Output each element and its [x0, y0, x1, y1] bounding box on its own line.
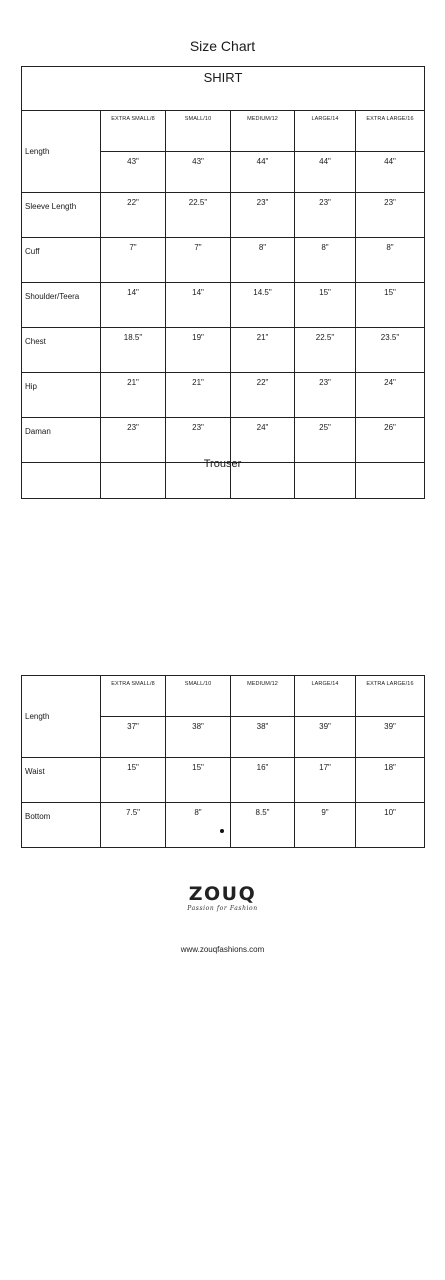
table-cell: 21" — [166, 373, 231, 418]
table-cell: 23" — [166, 418, 231, 463]
table-cell: 43" — [101, 152, 166, 193]
table-cell: 10" — [356, 803, 425, 848]
trouser-title: Trouser — [203, 458, 242, 470]
table-cell: 15" — [356, 283, 425, 328]
row-label: Length — [22, 676, 101, 758]
table-cell: 8" — [231, 238, 295, 283]
table-cell: 8.5" — [231, 803, 295, 848]
table-cell: 15" — [101, 758, 166, 803]
table-cell: 14" — [101, 283, 166, 328]
table-cell: 24" — [356, 373, 425, 418]
table-cell: 22" — [231, 373, 295, 418]
row-label: Sleeve Length — [22, 193, 101, 238]
table-cell: 39" — [295, 717, 356, 758]
size-header: MEDIUM/12 — [231, 676, 295, 717]
table-cell: 22" — [101, 193, 166, 238]
size-header: EXTRA SMALL/8 — [101, 676, 166, 717]
table-cell: 25" — [295, 418, 356, 463]
table-cell: 14" — [166, 283, 231, 328]
table-cell: 17" — [295, 758, 356, 803]
table-cell: 21" — [231, 328, 295, 373]
table-cell: 44" — [231, 152, 295, 193]
table-cell: 7.5" — [101, 803, 166, 848]
table-cell: 43" — [166, 152, 231, 193]
table-cell: 22.5" — [295, 328, 356, 373]
website-link[interactable]: www.zouqfashions.com — [180, 945, 265, 954]
size-header: MEDIUM/12 — [231, 111, 295, 152]
table-cell: 16" — [231, 758, 295, 803]
page-title: Size Chart — [189, 38, 256, 54]
table-cell: 21" — [101, 373, 166, 418]
table-row — [22, 328, 425, 373]
table-cell: 15" — [166, 758, 231, 803]
brand-name: ZOUQ — [188, 883, 257, 905]
table-cell: 23" — [356, 193, 425, 238]
size-header: EXTRA LARGE/16 — [356, 676, 425, 717]
table-row — [22, 373, 425, 418]
table-cell: 23.5" — [356, 328, 425, 373]
table-cell: 15" — [295, 283, 356, 328]
table-row — [22, 238, 425, 283]
brand-tagline: Passion for Fashion — [187, 905, 258, 912]
table-cell: 7" — [101, 238, 166, 283]
table-row — [22, 283, 425, 328]
table-cell: 37" — [101, 717, 166, 758]
table-cell: 23" — [295, 193, 356, 238]
table-cell: 8" — [356, 238, 425, 283]
shirt-caption: SHIRT — [22, 67, 425, 111]
size-header: SMALL/10 — [166, 111, 231, 152]
size-header: LARGE/14 — [295, 111, 356, 152]
brand-logo — [0, 884, 445, 912]
row-label: Waist — [22, 758, 101, 803]
trouser-size-table — [21, 675, 425, 848]
size-header: EXTRA SMALL/8 — [101, 111, 166, 152]
table-cell: 18" — [356, 758, 425, 803]
table-cell: 23" — [231, 193, 295, 238]
table-cell: 24" — [231, 418, 295, 463]
table-row — [22, 758, 425, 803]
bullet-dot — [220, 829, 224, 833]
row-label: Shoulder/Teera — [22, 283, 101, 328]
table-cell: 38" — [166, 717, 231, 758]
table-cell: 19" — [166, 328, 231, 373]
row-label: Hip — [22, 373, 101, 418]
table-cell: 14.5" — [231, 283, 295, 328]
table-row — [22, 193, 425, 238]
table-cell: 23" — [101, 418, 166, 463]
size-header: SMALL/10 — [166, 676, 231, 717]
row-label: Daman — [22, 418, 101, 463]
table-cell: 23" — [295, 373, 356, 418]
row-label: Chest — [22, 328, 101, 373]
table-row — [22, 418, 425, 463]
table-cell: 44" — [356, 152, 425, 193]
table-row — [22, 803, 425, 848]
row-label: Length — [22, 111, 101, 193]
row-label: Bottom — [22, 803, 101, 848]
table-cell: 26" — [356, 418, 425, 463]
table-cell: 22.5" — [166, 193, 231, 238]
table-cell: 39" — [356, 717, 425, 758]
table-cell: 18.5" — [101, 328, 166, 373]
row-label: Cuff — [22, 238, 101, 283]
table-cell: 9" — [295, 803, 356, 848]
table-cell: 44" — [295, 152, 356, 193]
size-header: LARGE/14 — [295, 676, 356, 717]
table-cell: 8" — [166, 803, 231, 848]
size-header: EXTRA LARGE/16 — [356, 111, 425, 152]
table-cell: 7" — [166, 238, 231, 283]
shirt-size-table — [21, 66, 425, 499]
table-cell: 38" — [231, 717, 295, 758]
table-cell: 8" — [295, 238, 356, 283]
